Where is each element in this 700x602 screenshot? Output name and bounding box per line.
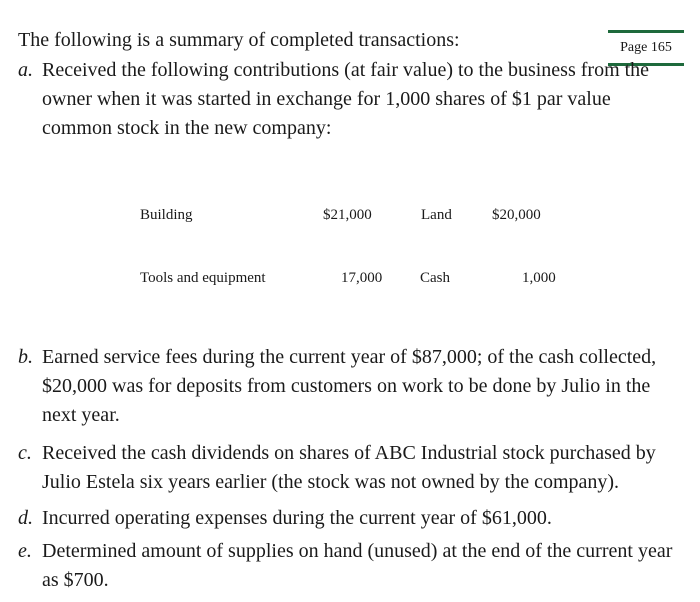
transaction-item-c — [18, 439, 684, 499]
intro-text: The following is a summary of completed transactions: — [18, 29, 460, 51]
land-label: Land — [421, 207, 452, 223]
tools-label: Tools and equipment — [140, 270, 266, 286]
item-letter: e. — [18, 540, 32, 562]
land-value: $20,000 — [492, 207, 541, 223]
item-letter: a. — [18, 59, 33, 81]
transaction-item-a — [18, 56, 678, 146]
item-letter: d. — [18, 507, 33, 529]
item-text: Earned service fees during the current year of $87,000; of the cash collected, $20,000 was for deposits from customers on work to be done by Julio in the next year. — [42, 346, 657, 426]
item-text: Determined amount of supplies on hand (unused) at the end of the current year as $700. — [42, 540, 673, 591]
item-text: Incurred operating expenses during the current year of $61,000. — [42, 507, 552, 529]
building-value: $21,000 — [323, 207, 372, 223]
item-text: Received the following contributions (at fair value) to the business from the owner when it was started in exchange for 1,000 shares of $1 par value common stock in the new company: — [42, 59, 650, 139]
item-letter: c. — [18, 442, 32, 464]
transaction-item-e — [18, 537, 684, 597]
cash-value: 1,000 — [522, 270, 556, 286]
transaction-item-b — [18, 343, 678, 433]
tools-value: 17,000 — [341, 270, 383, 286]
transaction-item-d — [18, 504, 678, 534]
item-text: Received the cash dividends on shares of ABC Industrial stock purchased by Julio Estela six years earlier (the stock was not owned by the company). — [42, 442, 656, 493]
page-number-label: Page 165 — [620, 40, 672, 55]
building-label: Building — [140, 207, 193, 223]
item-letter: b. — [18, 346, 33, 368]
cash-label: Cash — [420, 270, 450, 286]
